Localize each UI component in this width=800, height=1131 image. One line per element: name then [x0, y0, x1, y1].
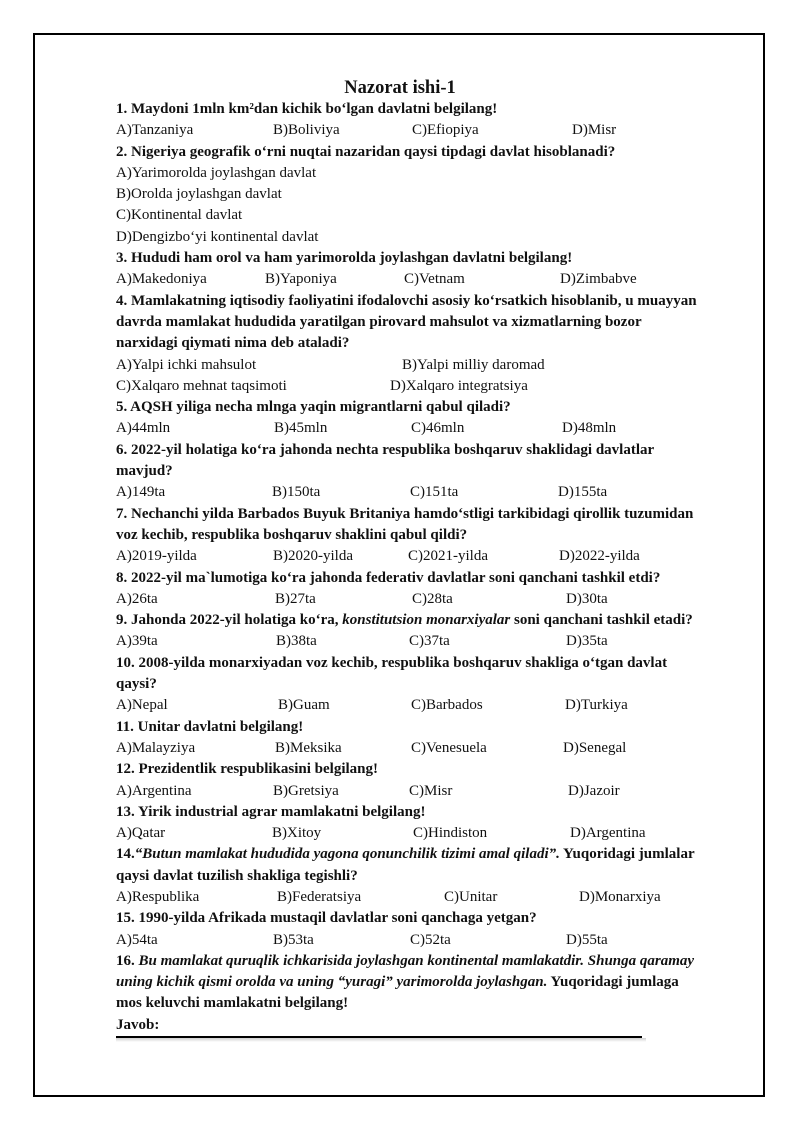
option-b: B)38ta: [276, 633, 317, 650]
question-6-options: [116, 482, 742, 503]
option-c: C)37ta: [409, 633, 450, 650]
option-a: A)Argentina: [116, 782, 192, 799]
question-15: 15. 1990-yilda Afrikada mustaqil davlatlar soni qanchaga yetgan?: [116, 910, 537, 927]
question-12: 12. Prezidentlik respublikasini belgilang!: [116, 761, 378, 778]
option-d: D)35ta: [566, 633, 608, 650]
question-14-options: [116, 887, 742, 908]
question-10-options: [116, 695, 742, 716]
option-a: A)Nepal: [116, 697, 168, 714]
answer-line: [116, 1015, 742, 1036]
option-a: A)Qatar: [116, 825, 166, 842]
option-d: D)Jazoir: [568, 782, 620, 799]
option-b: B)Yaponiya: [265, 271, 337, 288]
question-14-line-1: [116, 844, 742, 865]
question-11-options: [116, 738, 742, 759]
option-d: D)55ta: [566, 931, 608, 948]
question-4-line-2: davrda mamlakat hududida yaratilgan pirovard mahsulot va xizmatlarning bozor: [116, 313, 642, 330]
option-a: A)39ta: [116, 633, 158, 650]
question-4-line-3: narxidagi qiymati nima deb ataladi?: [116, 335, 350, 352]
test-content: [116, 99, 742, 1036]
option-d: D)2022-yilda: [559, 548, 640, 565]
option-a: A)Malayziya: [116, 739, 196, 756]
question-3-options: [116, 269, 742, 290]
option-d: D)Senegal: [563, 739, 627, 756]
option-a: A)149ta: [116, 484, 166, 501]
question-15-options: [116, 930, 742, 951]
option-d: D)Xalqaro integratsiya: [390, 377, 528, 394]
question-8: 8. 2022-yil ma`lumotiga ko‘ra jahonda federativ davlatlar soni qanchani tashkil etdi?: [116, 569, 661, 586]
question-6-line-1: 6. 2022-yil holatiga ko‘ra jahonda nechta respublika boshqaruv shaklidagi davlatlar: [116, 441, 655, 458]
option-a: A)26ta: [116, 590, 158, 607]
option-a: A)Respublika: [116, 888, 200, 905]
option-b: B)2020-yilda: [273, 548, 353, 565]
question-16-line-3: mos keluvchi mamlakatni belgilang!: [116, 995, 349, 1012]
question-6-line-2: mavjud?: [116, 463, 173, 480]
option-b: B)Yalpi milliy daromad: [402, 356, 545, 373]
question-11: 11. Unitar davlatni belgilang!: [116, 718, 304, 735]
question-16-italic-2: uning kichik qismi orolda va uning “yuragi” yarimorolda joylashgan.: [116, 974, 548, 991]
option-a: A)Yalpi ichki mahsulot: [116, 356, 257, 373]
question-16-line-2: [116, 972, 742, 993]
question-5: 5. AQSH yiliga necha mlnga yaqin migrantlarni qabul qiladi?: [116, 399, 511, 416]
question-9-italic: konstitutsion monarxiyalar: [342, 612, 511, 629]
answer-label: Javob:: [116, 1016, 160, 1033]
question-7-line-1: 7. Nechanchi yilda Barbados Buyuk Britaniya hamdo‘stligi tarkibidagi qirollik tuzumidan: [116, 505, 694, 522]
question-16-italic-1: Bu mamlakat quruqlik ichkarisida joylashgan kontinental mamlakatdir. Shunga qaramay: [138, 952, 695, 969]
option-c: C)2021-yilda: [408, 548, 488, 565]
option-c: C)151ta: [410, 484, 459, 501]
question-14-prefix: 14.: [116, 846, 135, 863]
question-4-options-row-2: [116, 376, 742, 397]
option-a: A)2019-yilda: [116, 548, 197, 565]
option-d: D)Turkiya: [565, 697, 628, 714]
option-d: D)Zimbabve: [560, 271, 637, 288]
option-b: B)45mln: [274, 420, 328, 437]
option-a: A)54ta: [116, 931, 158, 948]
option-d: D)30ta: [566, 590, 608, 607]
option-c: C)Hindiston: [413, 825, 488, 842]
question-16-suffix: Yuqoridagi jumlaga: [547, 974, 679, 991]
question-13: 13. Yirik industrial agrar mamlakatni belgilang!: [116, 803, 426, 820]
question-9: [116, 610, 742, 631]
option-a: A)Makedoniya: [116, 271, 207, 288]
option-b: B)27ta: [275, 590, 316, 607]
question-9-prefix: 9. Jahonda 2022-yil holatiga ko‘ra,: [116, 612, 343, 629]
question-9-options: [116, 631, 742, 652]
option-d: D)Argentina: [570, 825, 646, 842]
option-d: D)Misr: [572, 122, 617, 139]
option-c: C)Xalqaro mehnat taqsimoti: [116, 377, 287, 394]
option-c: C)Kontinental davlat: [116, 207, 243, 224]
question-16-line-1: [116, 951, 742, 972]
option-c: C)46mln: [411, 420, 465, 437]
option-d: D)Monarxiya: [579, 888, 661, 905]
question-7-line-2: voz kechib, respublika boshqaruv shaklini qabul qildi?: [116, 526, 468, 543]
question-14-suffix: Yuqoridagi jumlalar: [559, 846, 695, 863]
option-b: B)Orolda joylashgan davlat: [116, 186, 282, 203]
question-8-options: [116, 589, 742, 610]
question-16-prefix: 16.: [116, 952, 139, 969]
question-1-options: [116, 120, 742, 141]
option-c: C)52ta: [410, 931, 451, 948]
question-3: 3. Hududi ham orol va ham yarimorolda joylashgan davlatni belgilang!: [116, 250, 573, 267]
option-b: B)Guam: [278, 697, 330, 714]
option-d: D)48mln: [562, 420, 617, 437]
option-c: C)28ta: [412, 590, 453, 607]
option-b: B)Meksika: [275, 739, 342, 756]
page-title: Nazorat ishi-1: [344, 78, 456, 98]
option-c: C)Vetnam: [404, 271, 465, 288]
question-1: 1. Maydoni 1mln km²dan kichik bo‘lgan davlatni belgilang!: [116, 101, 498, 117]
option-d: D)Dengizbo‘yi kontinental davlat: [116, 228, 319, 245]
option-a: A)Tanzaniya: [116, 122, 194, 139]
option-b: B)Xitoy: [272, 825, 322, 842]
option-a: A)Yarimorolda joylashgan davlat: [116, 164, 317, 181]
option-c: C)Misr: [409, 782, 453, 799]
question-7-options: [116, 546, 742, 567]
option-c: C)Efiopiya: [412, 122, 479, 139]
question-4-options-row-1: [116, 355, 742, 376]
option-b: B)Boliviya: [273, 122, 340, 139]
question-4-line-1: 4. Mamlakatning iqtisodiy faoliyatini ifodalovchi asosiy ko‘rsatkich hisoblanib, u muayyan: [116, 292, 697, 309]
option-b: B)Gretsiya: [273, 782, 339, 799]
option-c: C)Unitar: [444, 888, 498, 905]
option-d: D)155ta: [558, 484, 608, 501]
option-a: A)44mln: [116, 420, 171, 437]
question-9-suffix: soni qanchani tashkil etadi?: [510, 612, 693, 629]
question-14-line-2: qaysi davlat tuzilish shakliga tegishli?: [116, 867, 358, 884]
question-12-options: [116, 781, 742, 802]
question-2: 2. Nigeriya geografik o‘rni nuqtai nazaridan qaysi tipdagi davlat hisoblanadi?: [116, 143, 616, 160]
option-b: B)53ta: [273, 931, 314, 948]
answer-underline-shadow: [116, 1038, 646, 1042]
question-10-line-1: 10. 2008-yilda monarxiyadan voz kechib, respublika boshqaruv shakliga o‘tgan davlat: [116, 654, 668, 671]
question-10-line-2: qaysi?: [116, 676, 157, 693]
question-14-italic: “Butun mamlakat hududida yagona qonunchilik tizimi amal qiladi”.: [134, 846, 560, 863]
option-b: B)150ta: [272, 484, 321, 501]
option-c: C)Barbados: [411, 697, 483, 714]
option-b: B)Federatsiya: [277, 888, 362, 905]
question-13-options: [116, 823, 742, 844]
question-5-options: [116, 418, 742, 439]
option-c: C)Venesuela: [411, 739, 487, 756]
